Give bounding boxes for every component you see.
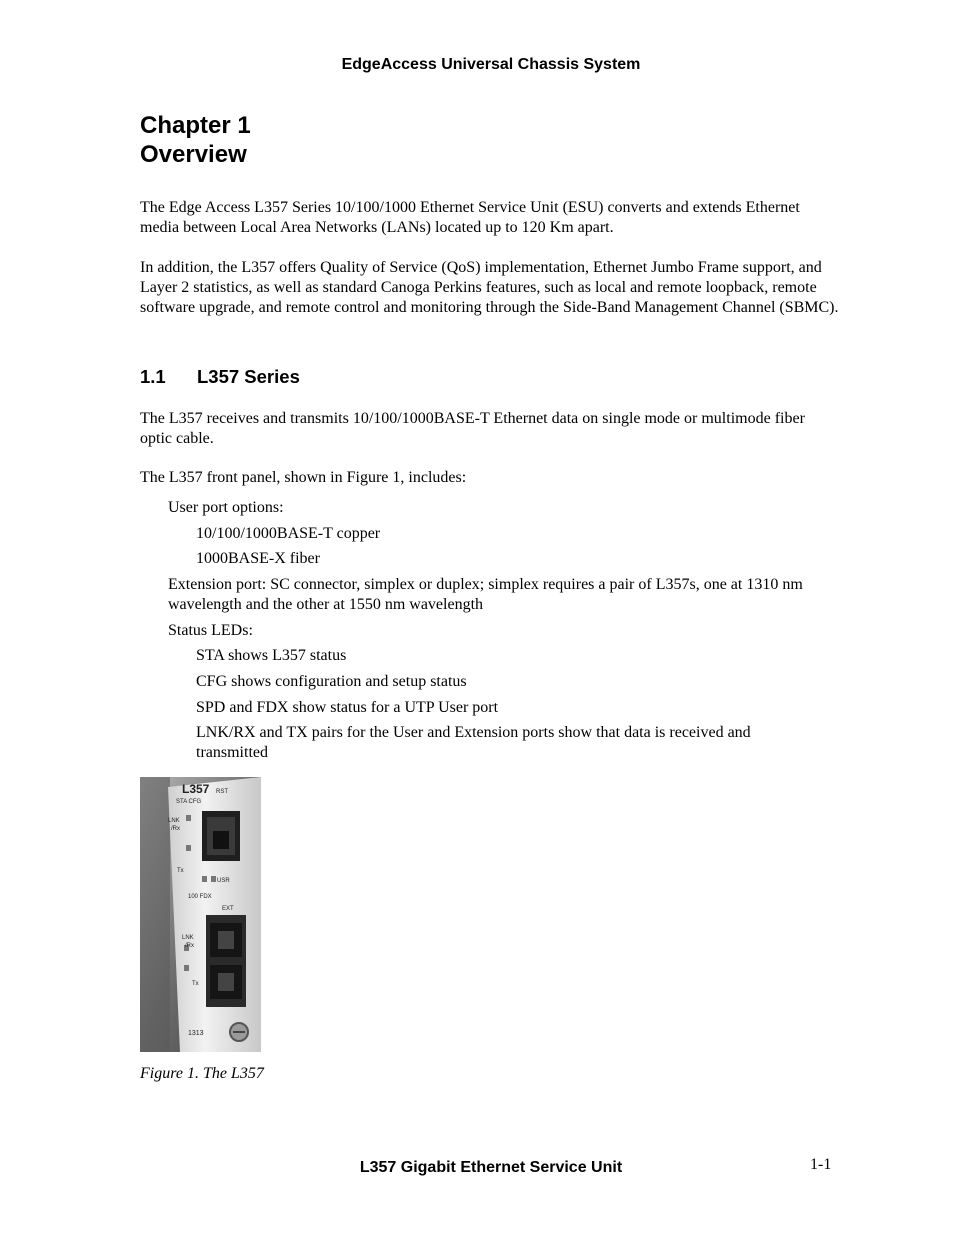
list-item: 10/100/1000BASE-T copper [196, 525, 381, 542]
list-item: CFG shows configuration and setup status [196, 673, 467, 690]
list-item: Extension port: SC connector, simplex or duplex; simplex requires a pair of L357s, one at 1310 nm wavelength and the other at 1550 nm wavelength [168, 576, 803, 613]
section-heading [140, 366, 300, 388]
section-paragraph: The L357 receives and transmits 10/100/1000BASE-T Ethernet data on single mode or multimode fiber optic cable. [140, 410, 805, 447]
list-item: SPD and FDX show status for a UTP User port [196, 699, 499, 716]
chapter-title: Overview [140, 141, 247, 168]
lnk-label: LNK [168, 818, 180, 824]
features-paragraph: In addition, the L357 offers Quality of Service (QoS) implementation, Ethernet Jumbo Frame support, and Layer 2 statistics, as well as standard Canoga Perkins features, such as local and remote loopback, remote software upgrade, and remote control and monitoring through the Side-Band Management Channel (SBMC). [140, 259, 839, 316]
chapter-number: Chapter 1 [140, 112, 251, 139]
running-footer: L357 Gigabit Ethernet Service Unit [359, 1159, 623, 1176]
section-title: L357 Series [197, 366, 300, 387]
ext-label: EXT [222, 906, 234, 912]
list-item: User port options: [168, 499, 284, 516]
list-item: LNK/RX and TX pairs for the User and Extension ports show that data is received and transmitted [196, 724, 751, 761]
l357-front-panel-illustration [140, 777, 261, 1052]
l357-photo [140, 777, 261, 1052]
tx-label: Tx [177, 868, 184, 874]
speed-fdx-label: 100 FDX [188, 894, 212, 900]
serial-label: 1313 [188, 1030, 204, 1037]
rx-label-ext: /Rx [185, 943, 194, 949]
list-item: STA shows L357 status [196, 647, 347, 664]
model-label: L357 [182, 782, 210, 796]
intro-paragraph: The Edge Access L357 Series 10/100/1000 Ethernet Service Unit (ESU) converts and extends Ethernet media between Local Area Networks (LANs) located up to 120 Km apart. [140, 199, 800, 236]
list-item: 1000BASE-X fiber [196, 550, 320, 567]
chapter-heading [140, 111, 251, 169]
sta-cfg-label: STA CFG [176, 799, 202, 805]
section-number: 1.1 [140, 366, 166, 387]
usr-label: USR [217, 878, 230, 884]
rst-label: RST [216, 789, 228, 795]
figure-caption: Figure 1. The L357 [140, 1065, 264, 1082]
lnk-label-ext: LNK [182, 935, 194, 941]
tx-label-ext: Tx [192, 981, 199, 987]
front-panel-intro: The L357 front panel, shown in Figure 1, includes: [140, 469, 467, 486]
running-header: EdgeAccess Universal Chassis System [341, 56, 641, 73]
list-item: Status LEDs: [168, 622, 253, 639]
page-number: 1-1 [810, 1156, 832, 1173]
rx-label: /Rx [171, 826, 180, 832]
